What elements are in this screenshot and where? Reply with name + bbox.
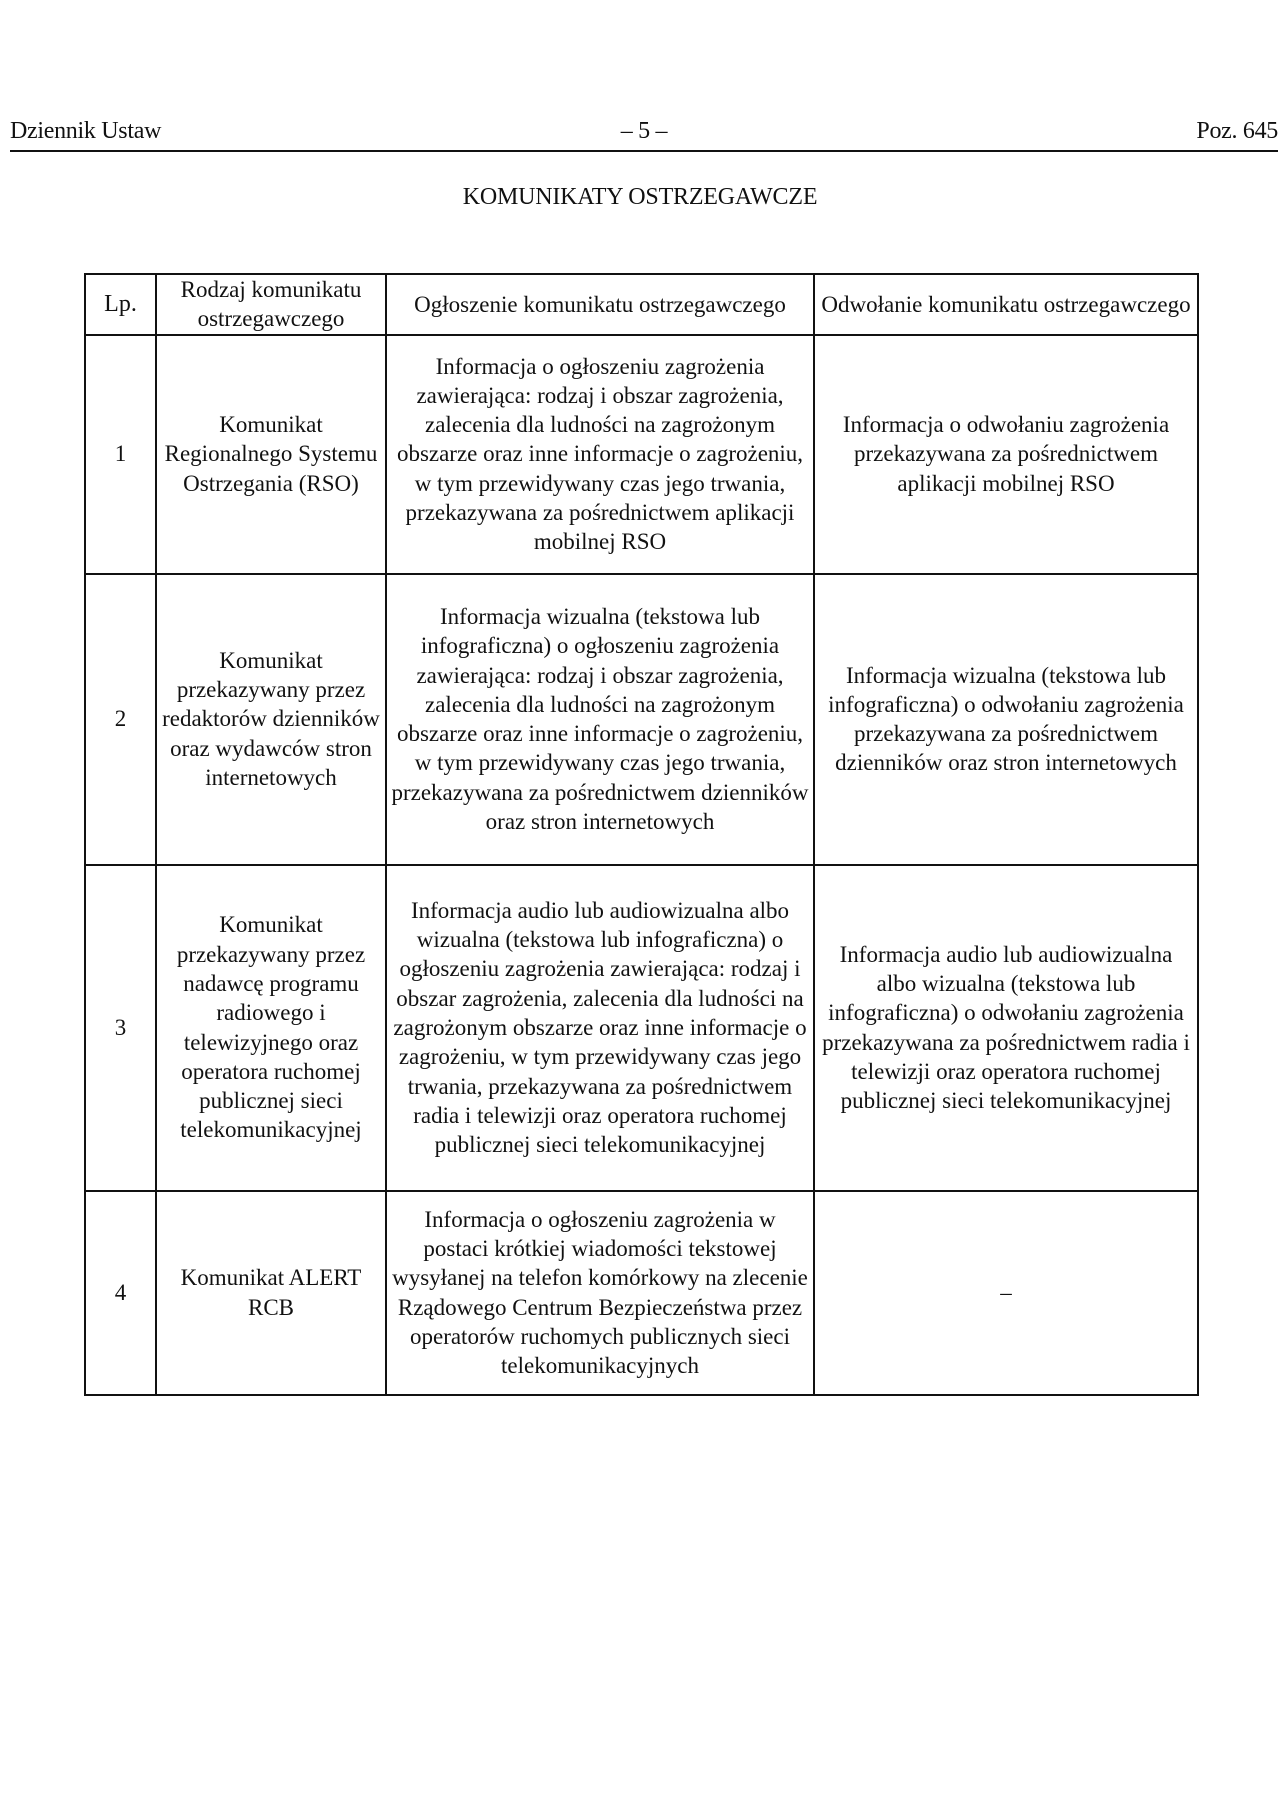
header-revocation: Odwołanie komunikatu ostrzegawczego: [814, 274, 1198, 335]
journal-name: Dziennik Ustaw: [10, 118, 162, 144]
cell-announcement: Informacja o ogłoszeniu zagrożenia zawierająca: rodzaj i obszar zagrożenia, zalecenia dla ludności na zagrożonym obszarze oraz inne informacje o zagrożeniu, w tym przewidywany czas jego trwania, przekazywana za pośrednictwem aplikacji mobilnej RSO: [386, 335, 814, 574]
cell-lp: 4: [85, 1191, 156, 1395]
cell-lp: 2: [85, 574, 156, 865]
cell-revocation: Informacja audio lub audiowizualna albo wizualna (tekstowa lub infograficzna) o odwołaniu zagrożenia przekazywana za pośrednictwem radia i telewizji oraz operatora ruchomej publicznej sieci telekomunikacyjnej: [814, 865, 1198, 1191]
header-divider: [10, 150, 1278, 152]
document-title: KOMUNIKATY OSTRZEGAWCZE: [462, 184, 818, 210]
cell-type: Komunikat Regionalnego Systemu Ostrzegania (RSO): [156, 335, 386, 574]
table-header-row: [85, 274, 1198, 335]
cell-type: Komunikat ALERT RCB: [156, 1191, 386, 1395]
table-row: [85, 574, 1198, 865]
cell-announcement: Informacja wizualna (tekstowa lub infograficzna) o ogłoszeniu zagrożenia zawierająca: rodzaj i obszar zagrożenia, zalecenia dla ludności na zagrożonym obszarze oraz inne informacje o zagrożeniu, w tym przewidywany czas jego trwania, przekazywana za pośrednictwem dzienników oraz stron internetowych: [386, 574, 814, 865]
table-row: [85, 335, 1198, 574]
position-number: Poz. 645: [1196, 118, 1278, 144]
page-header: [10, 118, 1278, 154]
cell-revocation: Informacja o odwołaniu zagrożenia przekazywana za pośrednictwem aplikacji mobilnej RSO: [814, 335, 1198, 574]
cell-revocation: Informacja wizualna (tekstowa lub infograficzna) o odwołaniu zagrożenia przekazywana za pośrednictwem dzienników oraz stron internetowych: [814, 574, 1198, 865]
table-row: [85, 865, 1198, 1191]
cell-lp: 1: [85, 335, 156, 574]
header-lp: Lp.: [85, 274, 156, 335]
table-row: [85, 1191, 1198, 1395]
cell-type: Komunikat przekazywany przez redaktorów dzienników oraz wydawców stron internetowych: [156, 574, 386, 865]
cell-announcement: Informacja audio lub audiowizualna albo wizualna (tekstowa lub infograficzna) o ogłoszeniu zagrożenia zawierająca: rodzaj i obszar zagrożenia, zalecenia dla ludności na zagrożonym obszarze oraz inne informacje o zagrożeniu, w tym przewidywany czas jego trwania, przekazywana za pośrednictwem radia i telewizji oraz operatora ruchomej publicznej sieci telekomunikacyjnej: [386, 865, 814, 1191]
cell-revocation: –: [814, 1191, 1198, 1395]
header-announcement: Ogłoszenie komunikatu ostrzegawczego: [386, 274, 814, 335]
cell-type: Komunikat przekazywany przez nadawcę programu radiowego i telewizyjnego oraz operatora ruchomej publicznej sieci telekomunikacyjnej: [156, 865, 386, 1191]
warning-messages-table: [84, 273, 1199, 1396]
cell-lp: 3: [85, 865, 156, 1191]
header-type: Rodzaj komunikatu ostrzegawczego: [156, 274, 386, 335]
page-number: – 5 –: [620, 118, 668, 144]
cell-announcement: Informacja o ogłoszeniu zagrożenia w postaci krótkiej wiadomości tekstowej wysyłanej na telefon komórkowy na zlecenie Rządowego Centrum Bezpieczeństwa przez operatorów ruchomych publicznych sieci telekomunikacyjnych: [386, 1191, 814, 1395]
